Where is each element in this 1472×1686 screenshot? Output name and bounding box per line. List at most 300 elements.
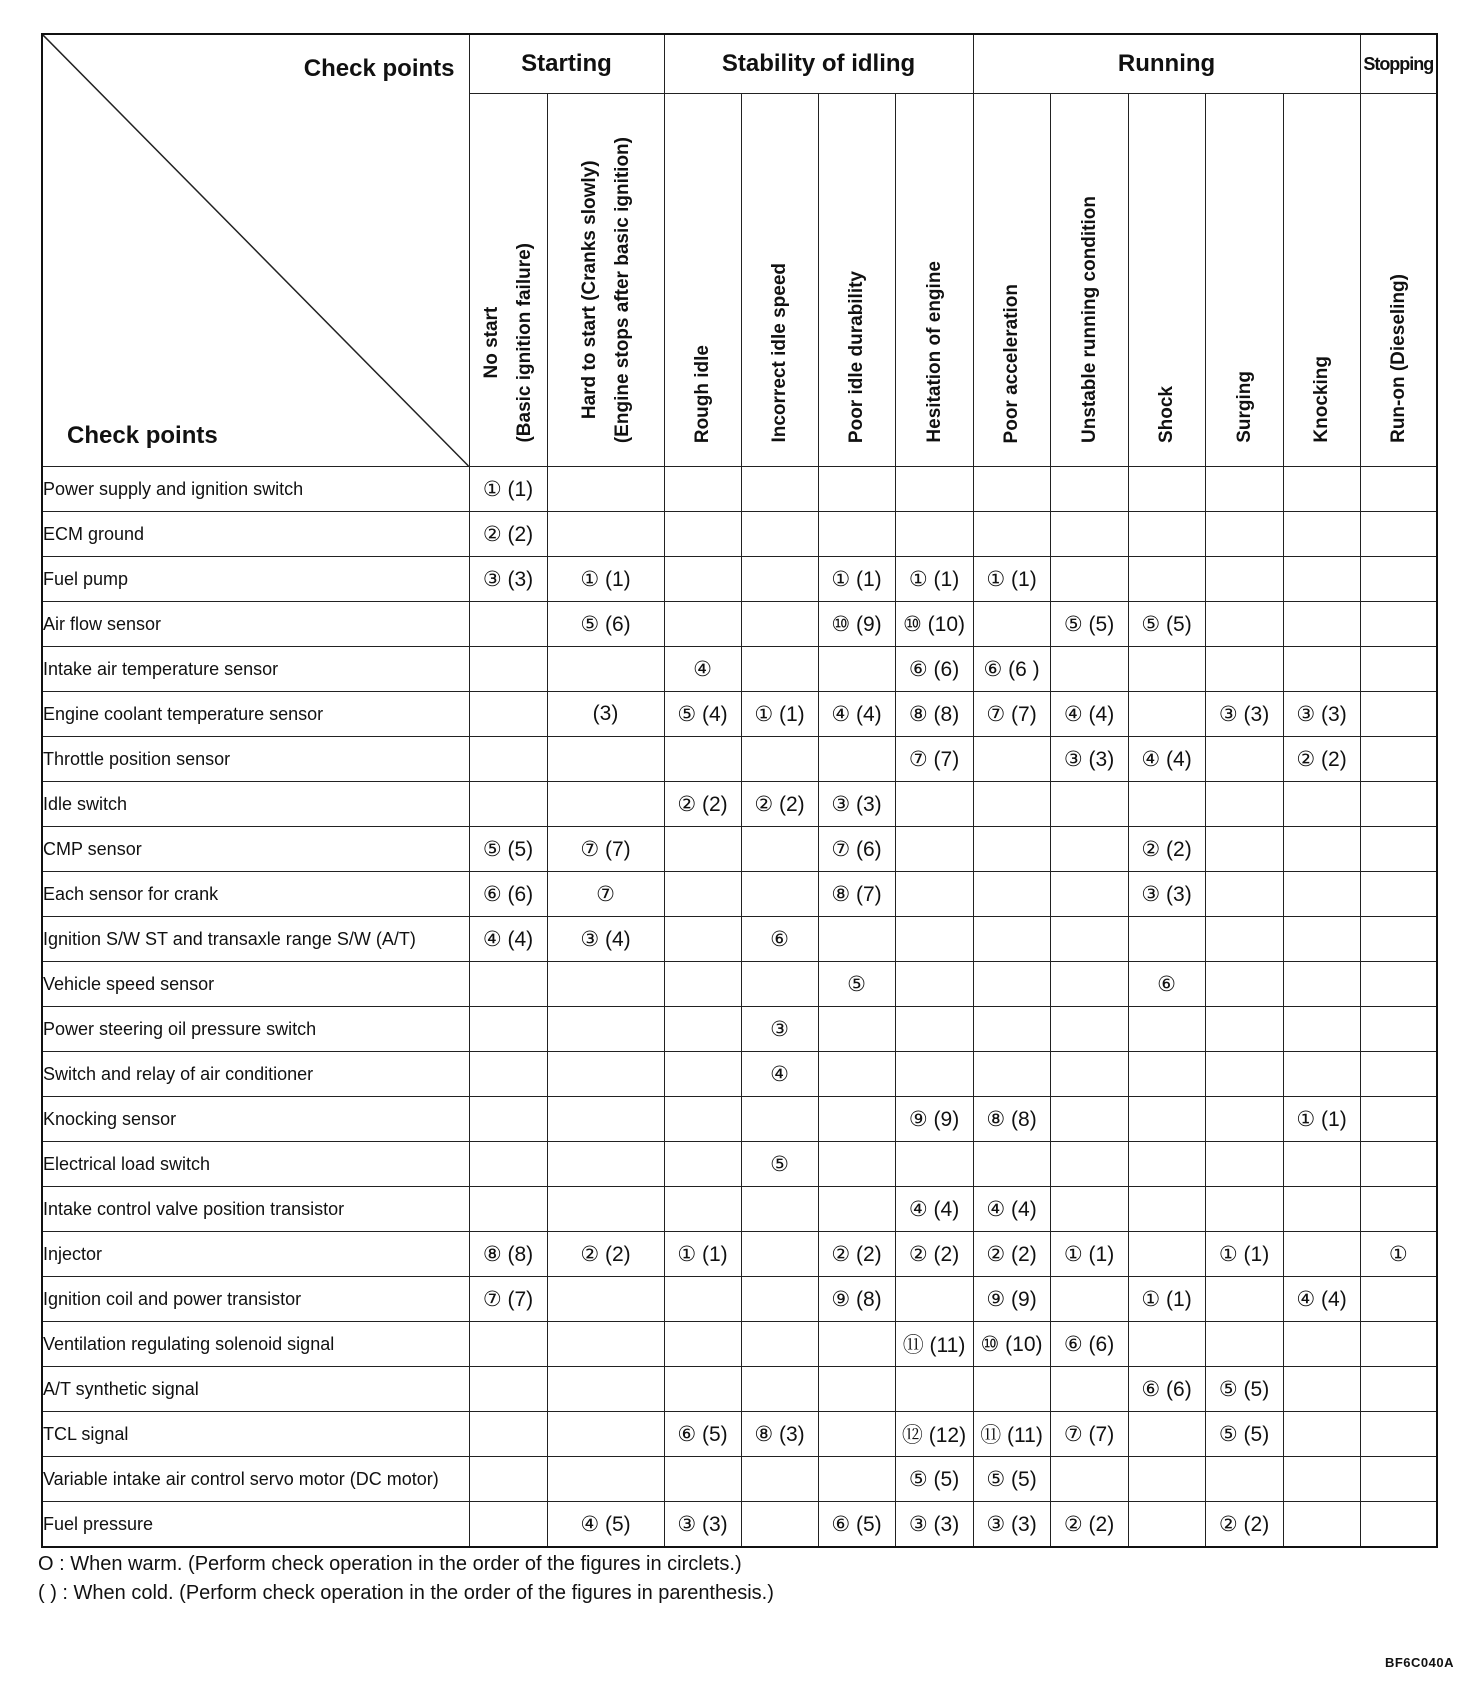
table-cell <box>741 1367 818 1412</box>
table-cell <box>1205 557 1283 602</box>
table-cell <box>818 467 895 512</box>
table-cell <box>1128 1232 1205 1277</box>
table-row <box>42 917 1437 962</box>
table-cell <box>741 512 818 557</box>
table-cell <box>895 1142 973 1187</box>
row-label: TCL signal <box>42 1412 469 1457</box>
row-label: Fuel pump <box>42 557 469 602</box>
table-cell <box>664 1052 741 1097</box>
table-cell: ⑤ (6) <box>547 602 664 647</box>
column-header-line: Knocking <box>1311 356 1333 443</box>
table-row <box>42 1367 1437 1412</box>
table-row <box>42 602 1437 647</box>
table-cell: ① (1) <box>1283 1097 1360 1142</box>
table-cell <box>469 1367 547 1412</box>
table-cell: ⑧ (3) <box>741 1412 818 1457</box>
column-header <box>1205 94 1283 467</box>
column-header-line: (Basic ignition failure) <box>514 243 535 443</box>
table-cell: ⑦ (7) <box>547 827 664 872</box>
table-cell <box>1128 1322 1205 1367</box>
table-cell: ③ (3) <box>664 1502 741 1548</box>
legend-cold: ( ) : When cold. (Perform check operation in the order of the figures in parenthesis.) <box>38 1582 774 1604</box>
table-cell <box>1360 917 1437 962</box>
table-cell <box>469 1052 547 1097</box>
table-cell <box>818 1097 895 1142</box>
table-cell <box>469 1187 547 1232</box>
table-cell <box>1283 1502 1360 1548</box>
table-cell <box>818 1007 895 1052</box>
table-cell: ⑤ (5) <box>1128 602 1205 647</box>
column-header <box>1050 94 1128 467</box>
table-cell <box>547 782 664 827</box>
table-cell: ⑧ (8) <box>895 692 973 737</box>
table-row <box>42 1052 1437 1097</box>
table-cell <box>547 1097 664 1142</box>
column-header-text <box>1150 386 1183 461</box>
table-cell <box>1360 782 1437 827</box>
table-cell <box>1205 917 1283 962</box>
table-cell: ⑥ (5) <box>664 1412 741 1457</box>
table-cell: ① (1) <box>741 692 818 737</box>
table-cell: ② (2) <box>1205 1502 1283 1548</box>
table-cell <box>895 1052 973 1097</box>
column-header-line: Rough idle <box>692 344 714 443</box>
table-cell: ③ (3) <box>818 782 895 827</box>
table-cell <box>664 1367 741 1412</box>
table-cell: ② (2) <box>547 1232 664 1277</box>
row-label: Throttle position sensor <box>42 737 469 782</box>
table-cell <box>1050 557 1128 602</box>
table-cell <box>1050 1007 1128 1052</box>
table-cell <box>1050 917 1128 962</box>
table-cell <box>1360 1412 1437 1457</box>
table-cell <box>1283 467 1360 512</box>
table-cell <box>973 917 1050 962</box>
table-cell: ③ <box>741 1007 818 1052</box>
table-cell <box>1205 1097 1283 1142</box>
table-cell: ⑦ <box>547 872 664 917</box>
table-cell: ② (2) <box>664 782 741 827</box>
table-cell: ④ (4) <box>1283 1277 1360 1322</box>
table-cell <box>973 1367 1050 1412</box>
row-label: Ventilation regulating solenoid signal <box>42 1322 469 1367</box>
column-header-line: Poor idle durability <box>846 270 868 443</box>
table-cell <box>1205 782 1283 827</box>
column-header-line: No start <box>481 307 502 380</box>
table-cell: ③ (3) <box>895 1502 973 1548</box>
table-cell: ⑥ (5) <box>818 1502 895 1548</box>
table-row <box>42 1097 1437 1142</box>
table-row <box>42 1322 1437 1367</box>
table-cell: ② (2) <box>973 1232 1050 1277</box>
table-row <box>42 692 1437 737</box>
table-cell: ① (1) <box>664 1232 741 1277</box>
row-label: Ignition S/W ST and transaxle range S/W (A/T) <box>42 917 469 962</box>
table-cell: ① (1) <box>469 467 547 512</box>
table-cell: ④ (4) <box>1050 692 1128 737</box>
table-cell <box>469 1007 547 1052</box>
table-cell: ④ <box>741 1052 818 1097</box>
table-row <box>42 782 1437 827</box>
table-cell <box>818 1412 895 1457</box>
table-cell: ⑨ (8) <box>818 1277 895 1322</box>
table-cell <box>1283 602 1360 647</box>
table-cell <box>741 467 818 512</box>
table-cell: ⑥ (6 ) <box>973 647 1050 692</box>
table-cell <box>1205 1142 1283 1187</box>
table-cell <box>664 872 741 917</box>
table-cell <box>1128 512 1205 557</box>
table-cell: ⑥ <box>1128 962 1205 1007</box>
column-header-line: Shock <box>1156 385 1178 443</box>
table-cell: ① (1) <box>973 557 1050 602</box>
legend-warm: O : When warm. (Perform check operation in the order of the figures in circlets.) <box>38 1553 742 1575</box>
table-cell <box>664 512 741 557</box>
column-header-line: Unstable running condition <box>1078 196 1100 443</box>
table-cell <box>664 557 741 602</box>
table-cell: ② (2) <box>818 1232 895 1277</box>
table-cell <box>547 512 664 557</box>
table-cell <box>1050 1187 1128 1232</box>
column-header-text <box>1305 356 1338 461</box>
table-cell <box>1205 1007 1283 1052</box>
table-cell <box>1050 962 1128 1007</box>
diagonal-line <box>43 35 469 466</box>
table-cell <box>818 1457 895 1502</box>
table-cell <box>741 1097 818 1142</box>
table-cell: ④ (4) <box>895 1187 973 1232</box>
table-cell: ⑤ (5) <box>895 1457 973 1502</box>
table-cell <box>547 1007 664 1052</box>
table-cell <box>818 1052 895 1097</box>
table-cell <box>1050 1097 1128 1142</box>
table-cell <box>741 1187 818 1232</box>
column-header-text <box>918 261 951 461</box>
table-cell <box>1283 1367 1360 1412</box>
troubleshooting-table <box>41 33 1438 1548</box>
table-cell <box>1360 827 1437 872</box>
table-cell <box>973 512 1050 557</box>
column-header-text <box>763 263 796 461</box>
table-cell <box>1205 1052 1283 1097</box>
table-cell: ③ (3) <box>469 557 547 602</box>
table-cell <box>741 557 818 602</box>
table-cell: ② (2) <box>741 782 818 827</box>
table-cell <box>1205 1322 1283 1367</box>
column-header-text <box>573 137 639 461</box>
table-cell: ⑤ (4) <box>664 692 741 737</box>
table-cell <box>741 1322 818 1367</box>
table-cell <box>664 917 741 962</box>
table-cell <box>895 512 973 557</box>
column-header <box>741 94 818 467</box>
table-cell: ③ (3) <box>1205 692 1283 737</box>
group-stopping: Stopping <box>1360 34 1437 94</box>
column-header <box>1283 94 1360 467</box>
table-cell <box>469 1457 547 1502</box>
table-cell <box>469 1502 547 1548</box>
table-cell <box>895 962 973 1007</box>
table-cell: ⑦ (7) <box>895 737 973 782</box>
table-cell <box>741 647 818 692</box>
row-label: Intake air temperature sensor <box>42 647 469 692</box>
table-cell <box>895 917 973 962</box>
table-cell <box>547 1142 664 1187</box>
table-cell <box>664 1187 741 1232</box>
table-cell: ③ (3) <box>1050 737 1128 782</box>
table-cell <box>1128 1097 1205 1142</box>
table-cell <box>1360 602 1437 647</box>
table-cell <box>1360 647 1437 692</box>
table-cell <box>973 467 1050 512</box>
table-cell <box>1205 827 1283 872</box>
table-cell <box>895 872 973 917</box>
table-cell: ⑧ (8) <box>973 1097 1050 1142</box>
column-header-text <box>840 271 873 461</box>
table-cell <box>664 1142 741 1187</box>
table-cell: (3) <box>547 692 664 737</box>
table-cell <box>1283 1052 1360 1097</box>
table-cell: ③ (4) <box>547 917 664 962</box>
table-cell <box>1283 782 1360 827</box>
table-cell <box>1283 1232 1360 1277</box>
table-cell <box>1050 1142 1128 1187</box>
table-cell <box>895 827 973 872</box>
table-cell <box>469 647 547 692</box>
table-cell <box>741 827 818 872</box>
table-cell <box>818 917 895 962</box>
column-header-line: Surging <box>1233 371 1255 443</box>
table-cell: ④ <box>664 647 741 692</box>
table-cell <box>1283 1457 1360 1502</box>
table-cell: ⑤ (5) <box>973 1457 1050 1502</box>
row-label: Each sensor for crank <box>42 872 469 917</box>
table-cell <box>818 737 895 782</box>
figure-code: BF6C040A <box>1384 1655 1454 1670</box>
table-cell <box>973 872 1050 917</box>
table-cell: ⑤ <box>741 1142 818 1187</box>
table-cell: ⑨ (9) <box>895 1097 973 1142</box>
table-cell: ⑦ (6) <box>818 827 895 872</box>
table-row <box>42 962 1437 1007</box>
row-label: Engine coolant temperature sensor <box>42 692 469 737</box>
diagonal-header-cell <box>42 34 469 467</box>
table-cell: ⑩ (10) <box>895 602 973 647</box>
table-cell <box>973 1142 1050 1187</box>
table-row <box>42 1007 1437 1052</box>
table-cell <box>664 1277 741 1322</box>
table-cell <box>547 1277 664 1322</box>
table-row <box>42 827 1437 872</box>
table-cell <box>1283 557 1360 602</box>
table-cell <box>1283 872 1360 917</box>
table-cell <box>1205 512 1283 557</box>
table-cell <box>469 1412 547 1457</box>
column-header <box>973 94 1050 467</box>
table-cell: ⑩ (10) <box>973 1322 1050 1367</box>
column-header-text <box>1073 196 1106 461</box>
table-cell <box>818 1322 895 1367</box>
table-cell <box>1050 1457 1128 1502</box>
table-cell <box>1283 917 1360 962</box>
row-label: Vehicle speed sensor <box>42 962 469 1007</box>
table-row <box>42 512 1437 557</box>
table-cell <box>1128 557 1205 602</box>
column-header-text <box>1228 371 1261 461</box>
table-cell: ② (2) <box>1283 737 1360 782</box>
table-cell <box>1128 1007 1205 1052</box>
table-cell <box>1360 467 1437 512</box>
table-cell <box>818 1187 895 1232</box>
table-cell: ⑥ (6) <box>1050 1322 1128 1367</box>
table-cell <box>1205 737 1283 782</box>
table-cell <box>818 512 895 557</box>
table-cell <box>895 782 973 827</box>
table-cell <box>1360 872 1437 917</box>
table-cell: ④ (4) <box>469 917 547 962</box>
table-cell <box>1128 1457 1205 1502</box>
row-label: Fuel pressure <box>42 1502 469 1548</box>
table-cell <box>547 1412 664 1457</box>
table-cell <box>664 1322 741 1367</box>
table-cell <box>1283 1412 1360 1457</box>
table-cell: ② (2) <box>895 1232 973 1277</box>
table-cell <box>664 467 741 512</box>
table-row <box>42 1502 1437 1548</box>
table-cell <box>741 1277 818 1322</box>
column-header-line: (Engine stops after basic ignition) <box>611 136 633 443</box>
row-label: Switch and relay of air conditioner <box>42 1052 469 1097</box>
column-header-line: Run-on (Dieseling) <box>1387 274 1409 443</box>
table-row <box>42 1412 1437 1457</box>
table-cell <box>1128 917 1205 962</box>
table-cell <box>547 1052 664 1097</box>
table-cell: ④ (4) <box>973 1187 1050 1232</box>
column-header <box>818 94 895 467</box>
column-header-line: Hesitation of engine <box>923 261 945 443</box>
table-row <box>42 1232 1437 1277</box>
table-cell <box>1128 1502 1205 1548</box>
table-cell: ① <box>1360 1232 1437 1277</box>
table-cell: ① (1) <box>1205 1232 1283 1277</box>
column-header <box>469 94 547 467</box>
column-header-line: Incorrect idle speed <box>769 263 791 443</box>
row-label: CMP sensor <box>42 827 469 872</box>
row-label: ECM ground <box>42 512 469 557</box>
table-cell <box>741 1232 818 1277</box>
row-label: Ignition coil and power transistor <box>42 1277 469 1322</box>
table-cell <box>818 1367 895 1412</box>
table-cell <box>1360 1097 1437 1142</box>
table-row <box>42 1142 1437 1187</box>
row-label: Electrical load switch <box>42 1142 469 1187</box>
table-cell: ⑤ (5) <box>1205 1412 1283 1457</box>
row-label: Idle switch <box>42 782 469 827</box>
column-header-text <box>475 243 541 461</box>
group-stability-of-idling: Stability of idling <box>664 34 973 94</box>
table-cell <box>1050 647 1128 692</box>
column-header-text <box>995 284 1028 461</box>
column-header-text <box>1382 274 1415 461</box>
table-cell <box>547 1367 664 1412</box>
table-row <box>42 467 1437 512</box>
table-cell: ⑥ <box>741 917 818 962</box>
table-cell <box>1360 1457 1437 1502</box>
table-cell <box>664 1097 741 1142</box>
table-cell <box>895 1007 973 1052</box>
table-cell <box>469 692 547 737</box>
table-row <box>42 1277 1437 1322</box>
column-header <box>895 94 973 467</box>
table-cell: ① (1) <box>1050 1232 1128 1277</box>
table-cell <box>469 962 547 1007</box>
table-cell <box>664 602 741 647</box>
table-cell <box>664 737 741 782</box>
table-cell <box>741 962 818 1007</box>
table-cell <box>1283 512 1360 557</box>
column-header-text <box>686 345 719 461</box>
table-cell <box>1360 1007 1437 1052</box>
table-cell <box>1360 692 1437 737</box>
table-cell <box>1050 512 1128 557</box>
table-cell <box>1205 1457 1283 1502</box>
table-cell <box>1360 1187 1437 1232</box>
table-cell <box>1050 1277 1128 1322</box>
column-header-line: Poor acceleration <box>1001 283 1023 443</box>
table-cell <box>1283 1322 1360 1367</box>
table-cell <box>469 1142 547 1187</box>
table-cell <box>741 1502 818 1548</box>
table-cell: ⑤ (5) <box>469 827 547 872</box>
table-cell: ③ (3) <box>973 1502 1050 1548</box>
table-cell <box>664 1007 741 1052</box>
table-cell <box>895 1367 973 1412</box>
table-cell: ⑩ (9) <box>818 602 895 647</box>
table-cell <box>1283 1007 1360 1052</box>
table-cell <box>1283 1187 1360 1232</box>
table-cell <box>818 647 895 692</box>
table-cell: ① (1) <box>895 557 973 602</box>
table-cell <box>1360 962 1437 1007</box>
table-cell <box>895 467 973 512</box>
table-cell: ⑦ (7) <box>469 1277 547 1322</box>
table-cell <box>1360 737 1437 782</box>
table-cell <box>1050 1367 1128 1412</box>
table-cell: ④ (5) <box>547 1502 664 1548</box>
table-cell <box>973 827 1050 872</box>
table-cell <box>1360 512 1437 557</box>
table-cell <box>1128 692 1205 737</box>
table-cell <box>1205 467 1283 512</box>
table-cell <box>547 737 664 782</box>
table-cell <box>1205 1187 1283 1232</box>
table-cell <box>895 1277 973 1322</box>
table-cell <box>1050 872 1128 917</box>
table-cell <box>1128 467 1205 512</box>
check-points-column-title: Check points <box>303 55 455 82</box>
column-header <box>1128 94 1205 467</box>
row-label: Intake control valve position transistor <box>42 1187 469 1232</box>
table-cell <box>1050 467 1128 512</box>
table-cell <box>469 737 547 782</box>
table-cell <box>547 467 664 512</box>
table-cell: ⑥ (6) <box>469 872 547 917</box>
table-cell: ② (2) <box>1050 1502 1128 1548</box>
table-cell: ⑥ (6) <box>1128 1367 1205 1412</box>
table-cell <box>741 602 818 647</box>
table-cell <box>547 1187 664 1232</box>
table-cell: ② (2) <box>469 512 547 557</box>
